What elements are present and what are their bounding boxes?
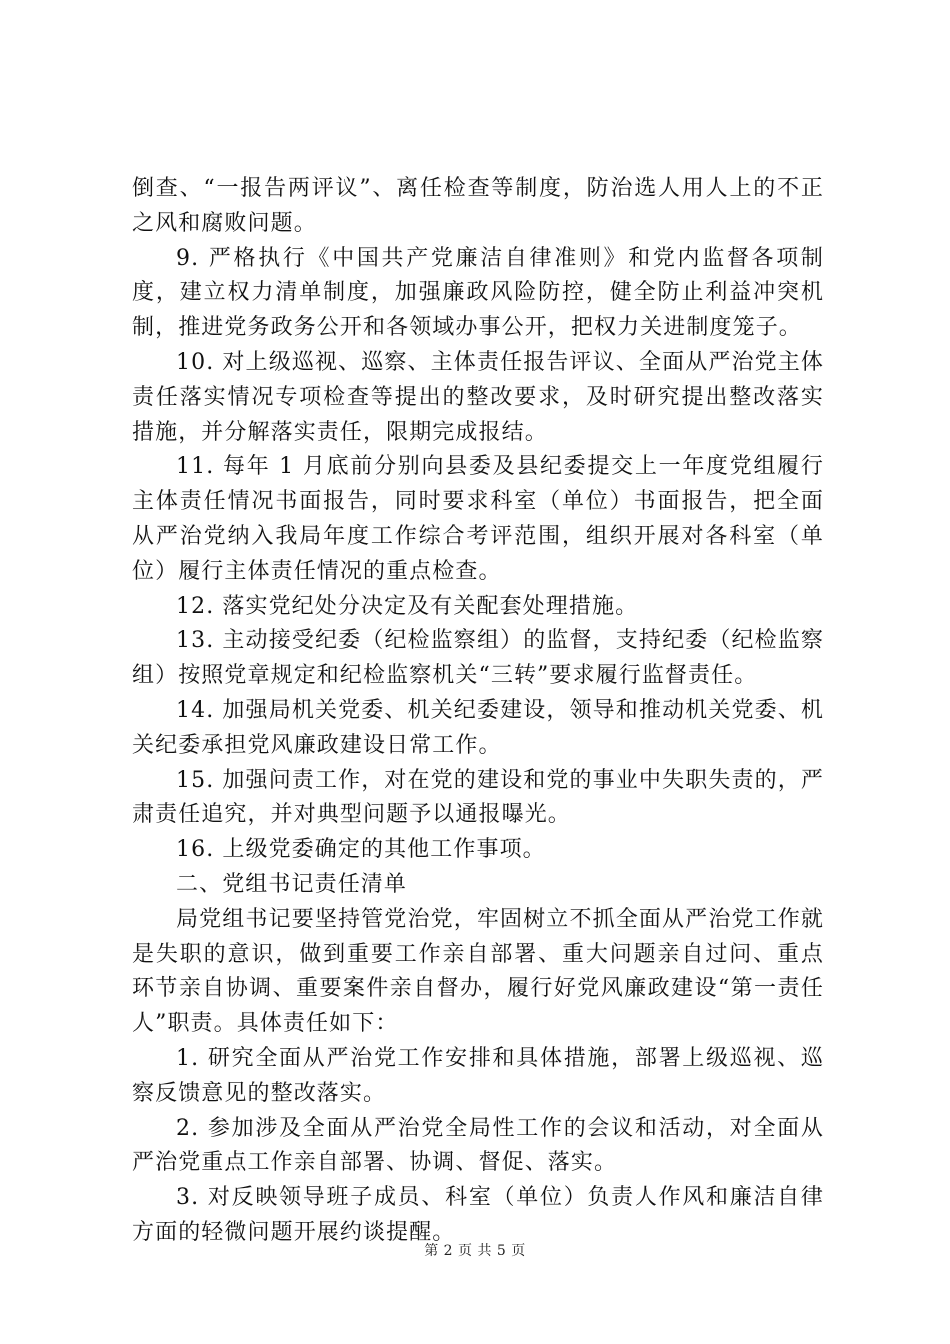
paragraph-continuation: 倒查、“一报告两评议”、离任检查等制度，防治选人用人上的不正之风和腐败问题。	[132, 176, 824, 236]
document-body	[132, 172, 824, 1251]
paragraph-item-10: 10. 对上级巡视、巡察、主体责任报告评议、全面从严治党主体责任落实情况专项检查等提出的整改要求，及时研究提出整改落实措施，并分解落实责任，限期完成报结。	[132, 349, 824, 445]
paragraph-item-12: 12. 落实党纪处分决定及有关配套处理措施。	[176, 593, 639, 619]
page-number-footer: 第 2 页 共 5 页	[424, 1243, 526, 1259]
paragraph-sub-item-1: 1. 研究全面从严治党工作安排和具体措施，部署上级巡视、巡察反馈意见的整改落实。	[132, 1045, 824, 1106]
paragraph-intro: 局党组书记要坚持管党治党，牢固树立不抓全面从严治党工作就是失职的意识，做到重要工作亲自部署、重大问题亲自过问、重点环节亲自协调、重要案件亲自督办，履行好党风廉政建设“第一责任人”职责。具体责任如下：	[132, 906, 824, 1037]
paragraph-item-16: 16. 上级党委确定的其他工作事项。	[176, 837, 546, 863]
paragraph-sub-item-3: 3. 对反映领导班子成员、科室（单位）负责人作风和廉洁自律方面的轻微问题开展约谈提醒。	[132, 1185, 824, 1245]
paragraph-item-13: 13. 主动接受纪委（纪检监察组）的监督，支持纪委（纪检监察组）按照党章规定和纪检监察机关“三转”要求履行监督责任。	[132, 628, 824, 689]
paragraph-sub-item-2: 2. 参加涉及全面从严治党全局性工作的会议和活动，对全面从严治党重点工作亲自部署、协调、督促、落实。	[132, 1115, 824, 1176]
paragraph-item-9: 9. 严格执行《中国共产党廉洁自律准则》和党内监督各项制度，建立权力清单制度，加强廉政风险防控，健全防止利益冲突机制，推进党务政务公开和各领域办事公开，把权力关进制度笼子。	[132, 245, 824, 341]
paragraph-item-15: 15. 加强问责工作，对在党的建设和党的事业中失职失责的，严肃责任追究，并对典型问题予以通报曝光。	[132, 767, 824, 828]
section-heading: 二、党组书记责任清单	[176, 871, 408, 897]
paragraph-item-11: 11. 每年 1 月底前分别向县委及县纪委提交上一年度党组履行主体责任情况书面报告，同时要求科室（单位）书面报告，把全面从严治党纳入我局年度工作综合考评范围，组织开展对各科室（单位）履行主体责任情况的重点检查。	[132, 454, 824, 584]
paragraph-item-14: 14. 加强局机关党委、机关纪委建设，领导和推动机关党委、机关纪委承担党风廉政建设日常工作。	[132, 697, 824, 758]
